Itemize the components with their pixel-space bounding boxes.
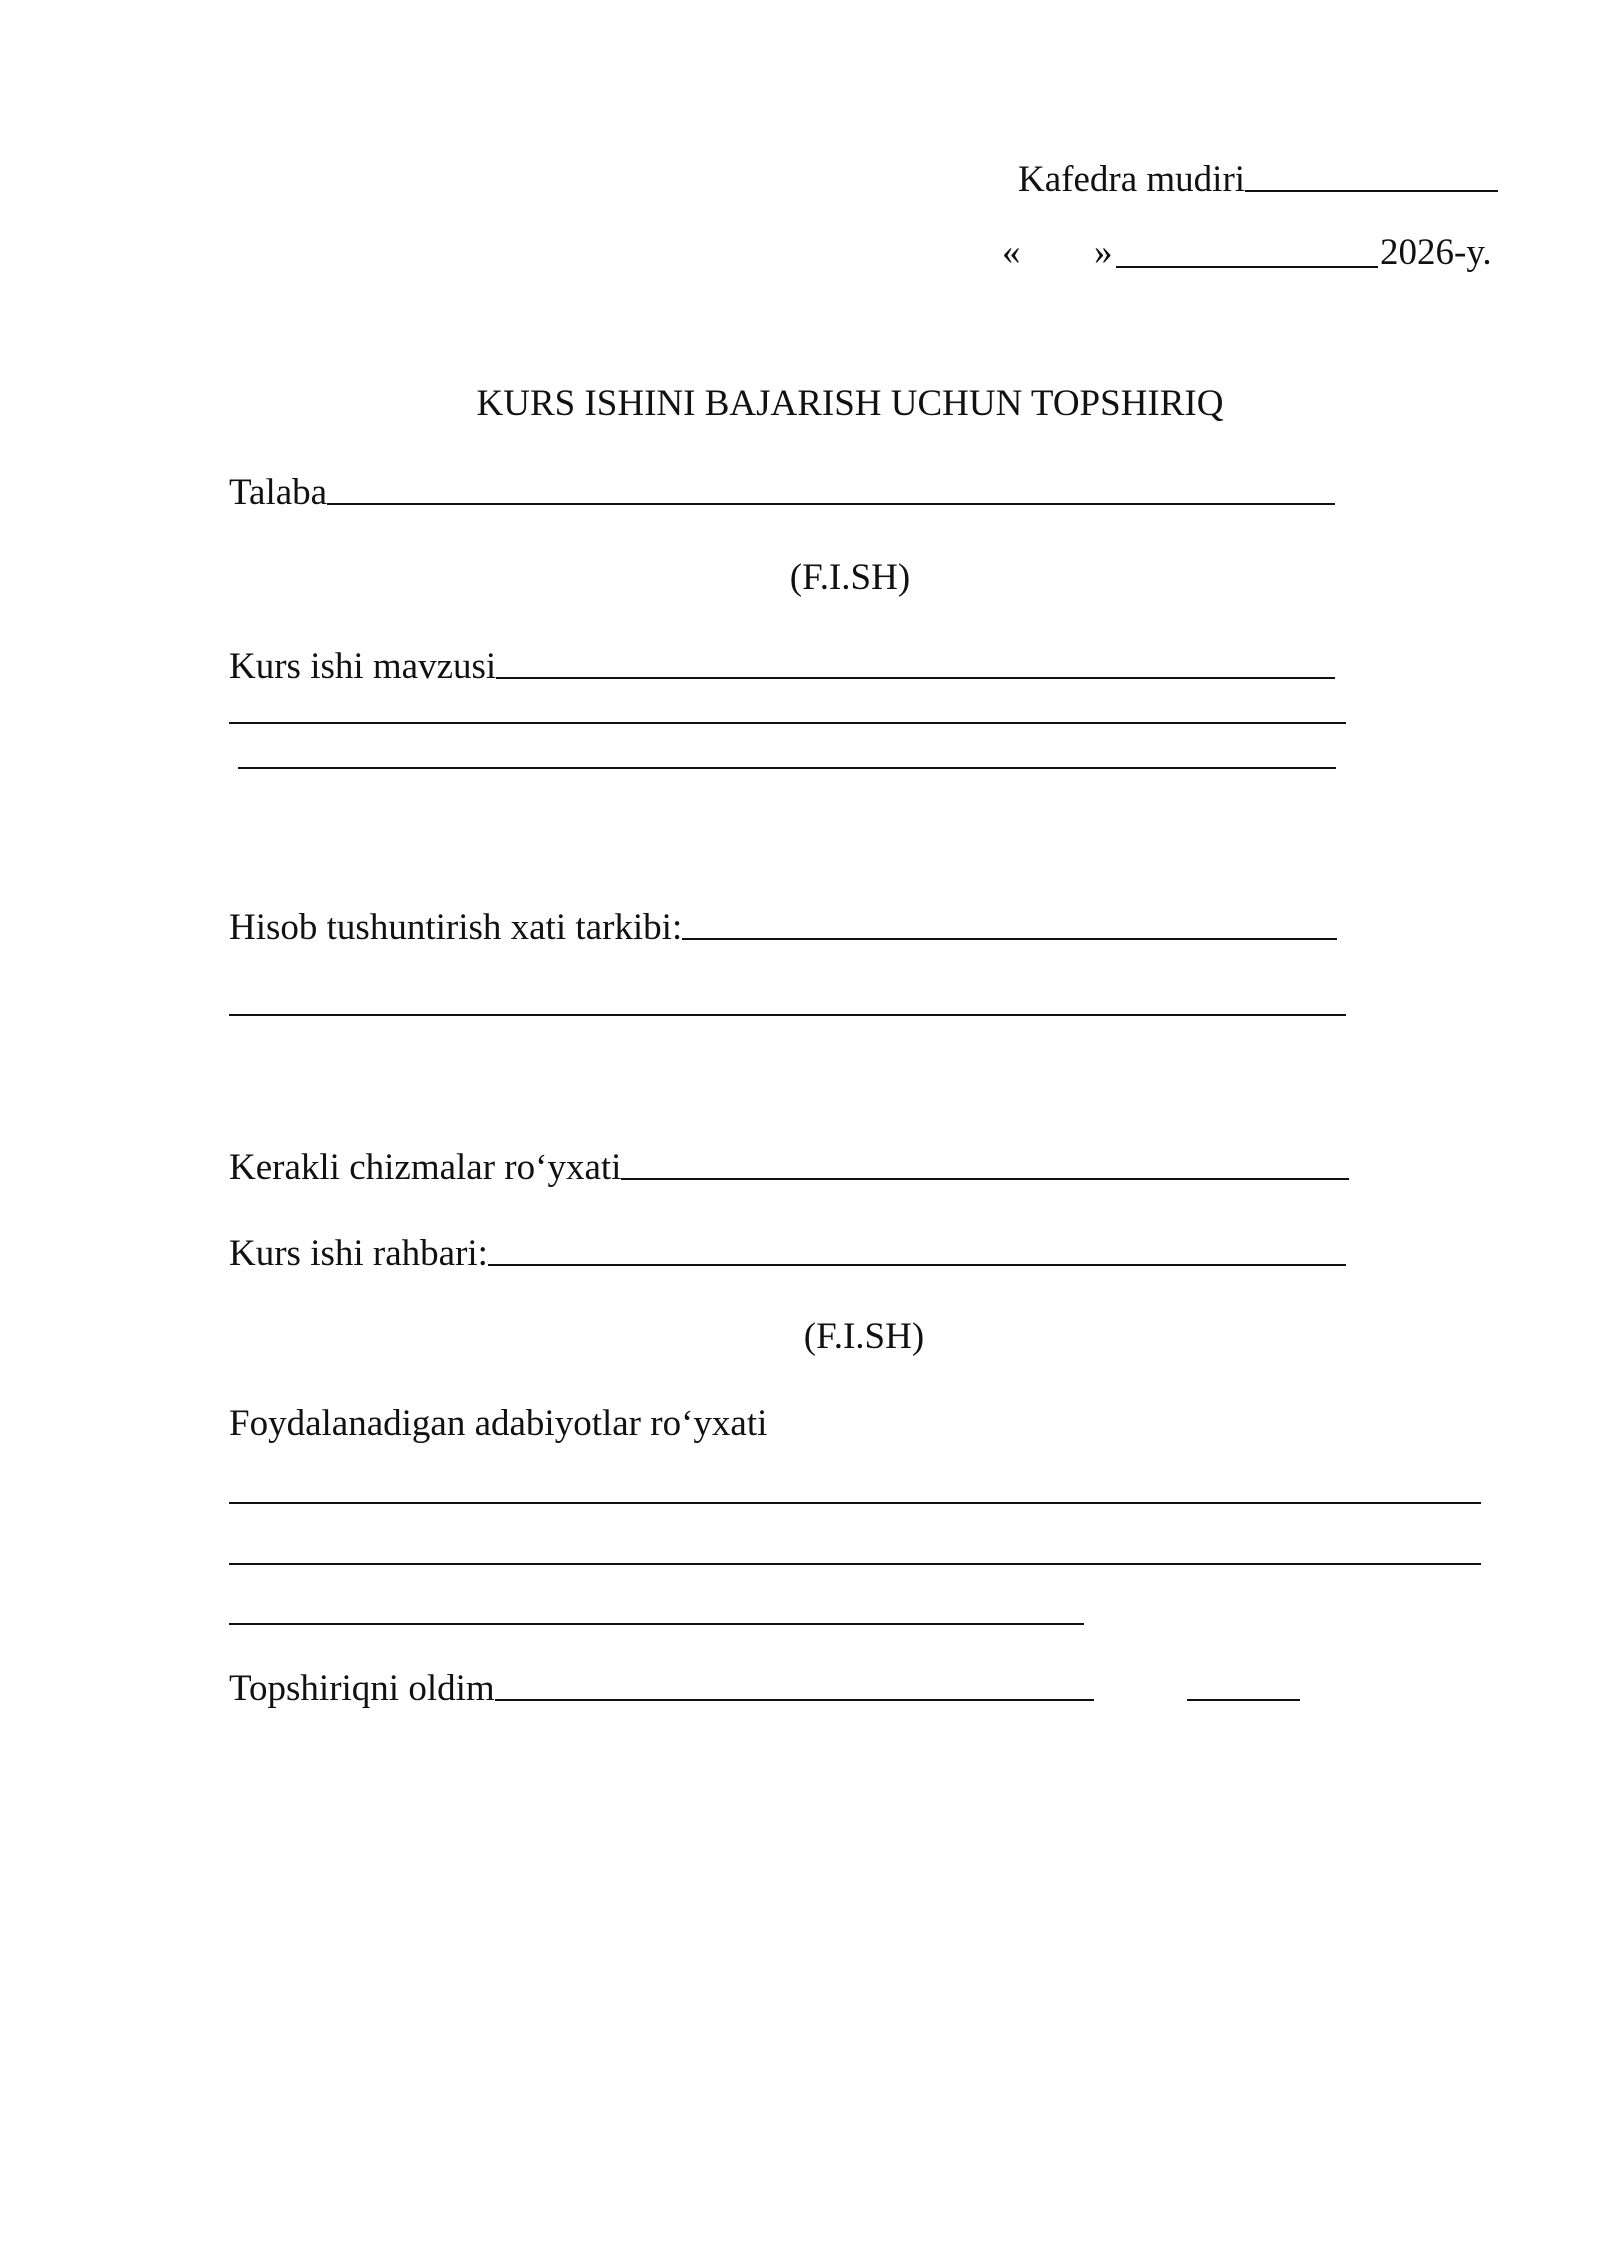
explanatory-note-line-1[interactable] <box>682 937 1337 940</box>
approval-date-row <box>998 232 1498 272</box>
date-month-line[interactable] <box>1116 266 1378 268</box>
head-of-department-label: Kafedra mudiri <box>1018 159 1246 200</box>
topic-line-3[interactable] <box>238 767 1336 769</box>
student-row <box>229 471 1335 511</box>
drawings-line[interactable] <box>621 1177 1349 1180</box>
topic-line-1[interactable] <box>496 676 1335 679</box>
head-of-department-signature-line[interactable] <box>1245 189 1498 192</box>
date-year-suffix: 2026-y. <box>1380 232 1492 273</box>
drawings-label: Kerakli chizmalar ro‘yxati <box>229 1147 622 1188</box>
date-open-quote: « <box>1002 232 1021 273</box>
student-label: Talaba <box>229 472 328 513</box>
drawings-row <box>229 1146 1349 1186</box>
literature-label: Foydalanadigan adabiyotlar ro‘yxati <box>229 1403 768 1444</box>
date-close-quote: » <box>1094 232 1113 273</box>
student-name-caption: (F.I.SH) <box>789 557 911 598</box>
document-title: KURS ISHINI BAJARISH UCHUN TOPSHIRIQ <box>476 383 1224 424</box>
explanatory-note-row <box>229 906 1337 946</box>
supervisor-name-caption: (F.I.SH) <box>803 1316 925 1357</box>
supervisor-name-line[interactable] <box>488 1263 1346 1266</box>
supervisor-label: Kurs ishi rahbari: <box>229 1233 488 1274</box>
explanatory-note-label: Hisob tushuntirish xati tarkibi: <box>229 907 683 948</box>
head-of-department-row <box>1018 158 1498 198</box>
explanatory-note-line-2[interactable] <box>229 1014 1346 1016</box>
student-name-line[interactable] <box>327 502 1335 505</box>
literature-line-3[interactable] <box>229 1623 1084 1625</box>
topic-row <box>229 645 1335 685</box>
received-label: Topshiriqni oldim <box>229 1668 495 1709</box>
received-row <box>229 1667 1094 1707</box>
received-date-line[interactable] <box>1187 1699 1300 1701</box>
received-signature-line[interactable] <box>495 1698 1094 1701</box>
topic-line-2[interactable] <box>229 722 1346 724</box>
literature-line-1[interactable] <box>229 1502 1481 1504</box>
supervisor-row <box>229 1232 1346 1272</box>
topic-label: Kurs ishi mavzusi <box>229 646 497 687</box>
literature-line-2[interactable] <box>229 1563 1481 1565</box>
